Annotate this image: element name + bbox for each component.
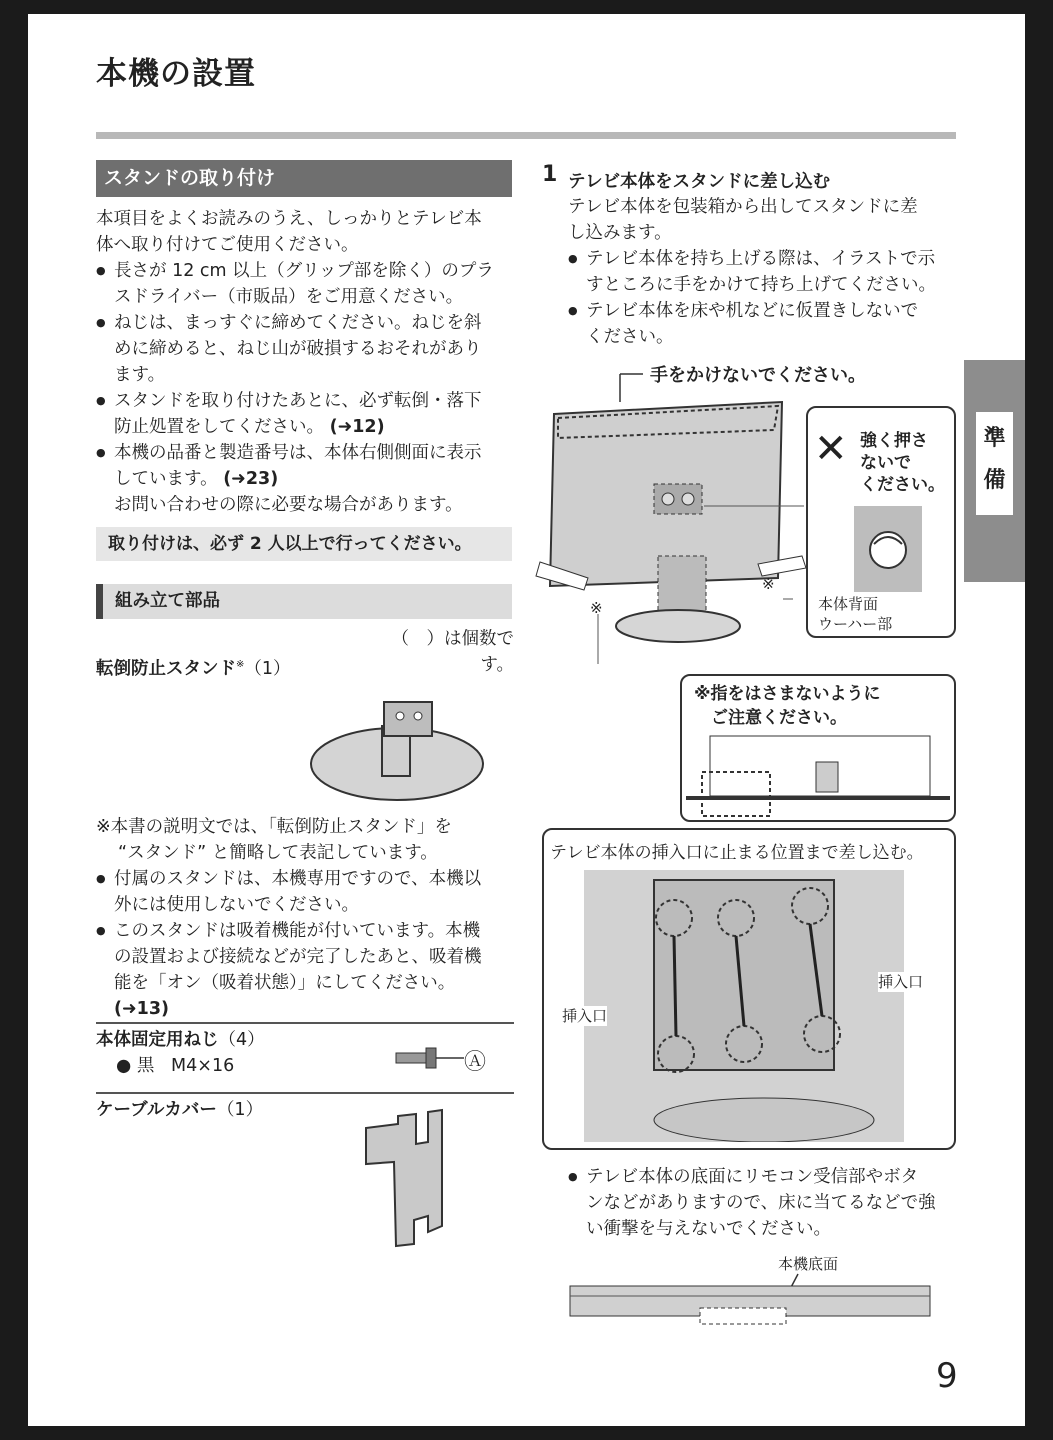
finger-warning-box [680, 674, 956, 822]
side-tab-label: 準 備 [976, 412, 1013, 515]
bullet-item: ● テレビ本体を持ち上げる際は、イラストで示 すところに手をかけて持ち上げてください。 [568, 246, 968, 298]
press-warning-box [806, 406, 956, 638]
screw-spec: ● 黒 M4×16 [116, 1056, 235, 1076]
intro-line: 本項目をよくお読みのうえ、しっかりとテレビ本 [96, 209, 482, 229]
screw-label: 本体固定用ねじ（4） [96, 1030, 265, 1050]
page-ref: (➜23) [223, 469, 279, 489]
divider [96, 1022, 514, 1024]
press-warning-text: 強く押さ ないで ください。 [860, 431, 945, 495]
step-title: テレビ本体をスタンドに差し込む [568, 172, 831, 192]
step-number: 1 [542, 162, 558, 187]
bullet-item: ● 本機の品番と製造番号は、本体右側側面に表示 しています。 (➜23) お問い合わせの際に必要な場合があります。 [96, 440, 516, 518]
footnote-line: ※本書の説明文では、「転倒防止スタンド」を [96, 817, 452, 837]
intro-line: 体へ取り付けてご使用ください。 [96, 235, 359, 255]
finger-warning-illustration [686, 732, 950, 818]
bottom-illustration [568, 1272, 933, 1332]
insert-box [542, 828, 956, 1150]
woofer-label: 本体背面 ウーハー部 [818, 595, 893, 633]
title-rule [96, 132, 956, 139]
page-ref: (➜12) [329, 417, 385, 437]
parts-heading: 組み立て部品 [96, 584, 512, 619]
insert-caption: テレビ本体の挿入口に止まる位置まで差し込む。 [550, 843, 924, 863]
left-text-block [96, 206, 516, 518]
section-heading: スタンドの取り付け [96, 160, 512, 197]
inquiry-note: お問い合わせの際に必要な場合があります。 [114, 495, 463, 515]
stand-notes [96, 814, 520, 1022]
manual-page [28, 14, 1025, 1426]
page-title: 本機の設置 [96, 56, 256, 92]
bullet-item: ● 長さが 12 cm 以上（グリップ部を除く）のプラ スドライバー（市販品）をご用意ください。 [96, 258, 516, 310]
bottom-label: 本機底面 [778, 1255, 839, 1273]
bullet-item: ● スタンドを取り付けたあとに、必ず転倒・落下 防止処置をしてください。 (➜12) [96, 388, 516, 440]
insert-illustration [584, 870, 904, 1142]
divider [96, 1092, 514, 1094]
no-hands-callout: 手をかけないでください。 [650, 365, 866, 386]
bullet-item: ● テレビ本体を床や机などに仮置きしないで ください。 [568, 298, 968, 350]
footnote-line: “スタンド” と簡略して表記しています。 [118, 843, 438, 863]
page-ref: (➜13) [114, 999, 170, 1019]
step-text-block: テレビ本体を包装箱から出してスタンドに差 し込みます。 ● テレビ本体を持ち上げる際は、イラストで示 すところに手をかけて持ち上げてください。 ● テレビ本体を床や机などに仮置きしないで ください。 [568, 194, 968, 350]
ref-mark-right: ※ [762, 575, 775, 593]
bullet-item: ● 付属のスタンドは、本機専用ですので、本機以 外には使用しないでください。 [96, 866, 520, 918]
count-note: （ ）は個数です。 [391, 629, 514, 675]
finger-warning-text: ※指をはさまないように ご注意ください。 [694, 684, 881, 728]
bottom-bullet: ● テレビ本体の底面にリモコン受信部やボタ ンなどがありますので、床に当てるなどで強 い衝撃を与えないでください。 [568, 1164, 968, 1242]
bullet-item: ● このスタンドは吸着機能が付いています。本機 の設置および接続などが完了したあと、吸着機 能を「オン（吸着状態）」にしてください。 (➜13) [96, 918, 520, 1022]
prohibit-icon: ✕ [814, 426, 848, 472]
insert-label-right: 挿入口 [878, 973, 924, 991]
screw-marker: Ⓐ [464, 1050, 487, 1075]
two-person-note: 取り付けは、必ず 2 人以上で行ってください。 [96, 527, 512, 561]
cable-cover-illustration [358, 1106, 468, 1256]
cover-label: ケーブルカバー（1） [96, 1100, 264, 1120]
bullet-item: ● ねじは、まっすぐに締めてください。ねじを斜 めに締めると、ねじ山が破損するおそれがあり ます。 [96, 310, 516, 388]
page-number: 9 [936, 1356, 958, 1396]
stand-label: 転倒防止スタンド※（1） [96, 658, 291, 679]
press-hand-icon [852, 504, 924, 594]
stand-illustration [308, 686, 508, 806]
ref-mark-left: ※ [590, 599, 603, 617]
insert-label-left: 挿入口 [562, 1007, 608, 1025]
